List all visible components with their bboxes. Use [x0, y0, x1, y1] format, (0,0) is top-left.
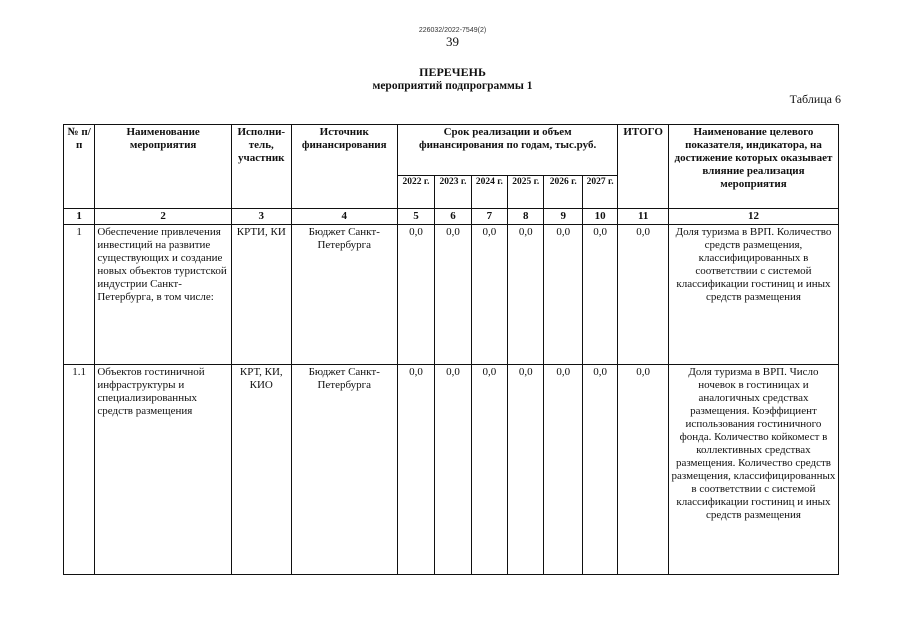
header-indicator: Наименование целевого показателя, индикатора, на достижение которых оказывает влияние реализация мероприятия [668, 125, 838, 209]
column-number: 7 [471, 209, 507, 225]
header-executor: Исполни-тель, участник [231, 125, 291, 209]
row-indicator: Доля туризма в ВРП. Количество средств размещения, классифицированных в соответствии с системой классификации гостиниц и иных средств размещения [668, 225, 838, 365]
column-number: 5 [397, 209, 434, 225]
column-number: 9 [544, 209, 582, 225]
document-subtitle: мероприятий подпрограммы 1 [372, 80, 533, 92]
row-source: Бюджет Санкт-Петербурга [291, 365, 397, 575]
header-name: Наименование мероприятия [95, 125, 232, 209]
row-value: 0,0 [508, 365, 544, 575]
row-value: 0,0 [544, 365, 582, 575]
year-header: 2026 г. [544, 176, 582, 209]
header-source: Источник финансирования [291, 125, 397, 209]
year-header: 2024 г. [471, 176, 507, 209]
column-number: 11 [618, 209, 669, 225]
row-name: Объектов гостиничной инфраструктуры и специализированных средств размещения [95, 365, 232, 575]
row-indicator: Доля туризма в ВРП. Число ночевок в гостиницах и аналогичных средствах размещения. Коэффициент использования гостиничного фонда. Количество койкомест в коллективных средствах размещения. Количество средств размещения, классифицированных в соответствии с системой классификации гостиниц и иных средств размещения [668, 365, 838, 575]
row-name: Обеспечение привлечения инвестиций на развитие существующих и создание новых объектов туристской индустрии Санкт-Петербурга, в том числе: [95, 225, 232, 365]
row-value: 0,0 [397, 365, 434, 575]
document-title: ПЕРЕЧЕНЬ [419, 65, 486, 79]
header-funding: Срок реализации и объем финансирования по годам, тыс.руб. [397, 125, 618, 176]
column-number: 12 [668, 209, 838, 225]
row-total: 0,0 [618, 225, 669, 365]
header-total: ИТОГО [618, 125, 669, 209]
row-value: 0,0 [582, 365, 617, 575]
row-value: 0,0 [508, 225, 544, 365]
row-executor: КРТИ, КИ [231, 225, 291, 365]
column-number: 10 [582, 209, 617, 225]
column-number: 8 [508, 209, 544, 225]
row-value: 0,0 [471, 225, 507, 365]
row-total: 0,0 [618, 365, 669, 575]
row-num: 1 [64, 225, 95, 365]
column-number: 4 [291, 209, 397, 225]
row-source: Бюджет Санкт-Петербурга [291, 225, 397, 365]
row-value: 0,0 [435, 365, 471, 575]
header-num: № п/п [64, 125, 95, 209]
year-header: 2022 г. [397, 176, 434, 209]
row-value: 0,0 [471, 365, 507, 575]
column-number: 6 [435, 209, 471, 225]
year-header: 2023 г. [435, 176, 471, 209]
document-id: 226032/2022-7549(2) [418, 27, 487, 34]
column-number: 3 [231, 209, 291, 225]
year-header: 2025 г. [508, 176, 544, 209]
column-number: 1 [64, 209, 95, 225]
table-row [64, 225, 839, 365]
row-value: 0,0 [544, 225, 582, 365]
row-value: 0,0 [435, 225, 471, 365]
events-table [63, 124, 839, 575]
row-num: 1.1 [64, 365, 95, 575]
row-value: 0,0 [582, 225, 617, 365]
year-header: 2027 г. [582, 176, 617, 209]
page-number: 39 [446, 34, 459, 49]
table-row [64, 365, 839, 575]
row-executor: КРТ, КИ, КИО [231, 365, 291, 575]
table-label: Таблица 6 [789, 92, 841, 106]
column-number: 2 [95, 209, 232, 225]
row-value: 0,0 [397, 225, 434, 365]
